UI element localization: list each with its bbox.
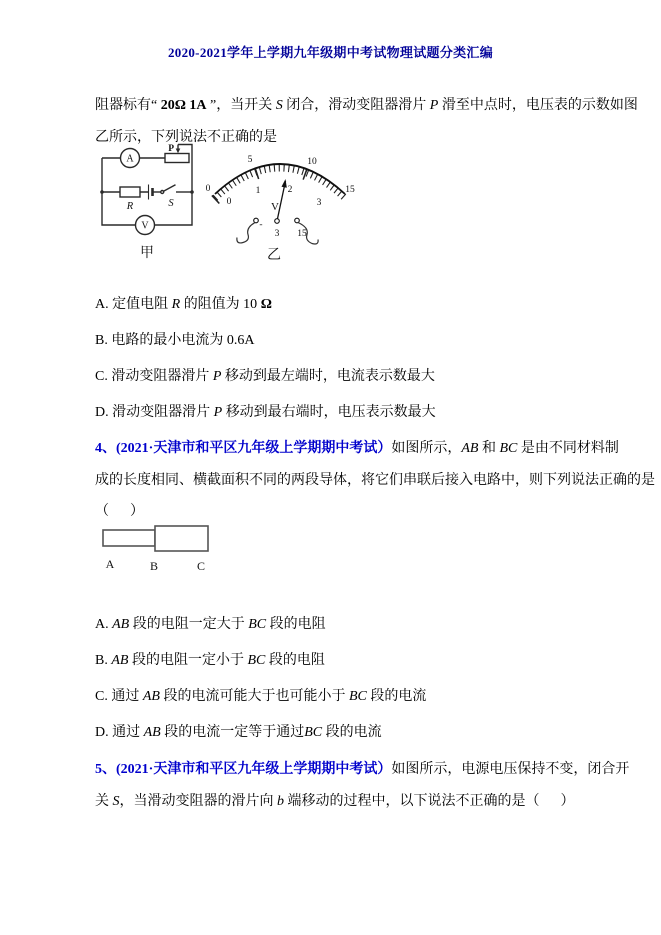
q5-intro-line-1: 5、(2021·天津市和平区九年级上学期期中考试）如图所示，电源电压保持不变，闭合开 [95,762,630,777]
meter-arc [215,164,345,194]
conductor-figure [100,518,230,581]
switch-contact-dot [161,191,164,194]
meter-major-ticks [215,170,345,200]
meter-minor-ticks [215,168,345,198]
outer-tick-0: 0 [205,184,211,194]
terminal-15-label: 15 [297,229,307,239]
meter-unit-label: V [271,201,279,213]
outer-tick-10: 10 [307,157,317,167]
terminal-3-label: 3 [274,229,280,239]
q3-option-a: A. 定值电阻 R 的阻值为 10 Ω [95,297,272,312]
resistor-label: R [126,201,134,212]
q3-option-d: D. 滑动变阻器滑片 P 移动到最右端时，电压表示数最大 [95,405,436,420]
inner-tick-3: 3 [316,198,322,208]
q4-option-d: D. 通过 AB 段的电流一定等于通过BC 段的电流 [95,725,382,740]
outer-tick-15: 15 [345,185,355,195]
terminal-minus-post [254,218,259,223]
voltmeter-label: V [141,220,149,232]
meter-needle-arrowhead [282,179,287,188]
rheostat-icon [165,154,189,163]
conductor-label-a: A [105,557,115,571]
q4-intro-line-3: （ ） [95,504,144,519]
q5-intro-line-2: 关 S，当滑动变阻器的滑片向 b 端移动的过程中，以下说法不正确的是（ ） [95,794,575,809]
inner-tick-2: 2 [287,185,293,195]
circuit-figure [92,140,217,267]
lead-wire-left-icon [237,223,255,243]
conductor-ab-bar [103,530,155,546]
ammeter-label: A [126,153,134,165]
slider-arrow-icon [176,149,181,154]
conductor-label-b: B [149,559,159,573]
q3-intro-line-2: 乙所示，下列说法不正确的是 [95,130,277,145]
meter-pivot-terminal [275,219,280,224]
meter-figure [200,146,365,269]
resistor-icon [120,187,140,197]
terminal-15-post [295,218,300,223]
outer-tick-5: 5 [247,155,253,165]
inner-tick-0: 0 [226,197,232,207]
switch-label: S [168,198,174,209]
meter-caption: 乙 [267,248,281,263]
q4-option-c: C. 通过 AB 段的电流可能大于也可能小于 BC 段的电流 [95,689,427,704]
junction-dot-left [100,190,104,194]
conductor-diagram-icon [100,518,230,576]
q4-option-a: A. AB 段的电阻一定大于 BC 段的电阻 [95,617,326,632]
q4-option-b: B. AB 段的电阻一定小于 BC 段的电阻 [95,653,325,668]
switch-blade-icon [164,185,176,192]
q4-intro-line-1: 4、(2021·天津市和平区九年级上学期期中考试）如图所示，AB 和 BC 是由不同材料制 [95,441,619,456]
conductor-bc-bar [155,526,208,551]
circuit-caption: 甲 [140,246,154,261]
q4-intro-line-2: 成的长度相同、横截面积不同的两段导体，将它们串联后接入电路中，则下列说法正确的是 [95,473,655,488]
conductor-label-c: C [196,559,206,573]
q3-intro-line-1: 阻器标有“ 20Ω 1A ”，当开关 S 闭合，滑动变阻器滑片 P 滑至中点时，电压表的示数如图 [95,98,638,113]
terminal-minus-label: - [259,220,263,230]
q3-option-c: C. 滑动变阻器滑片 P 移动到最左端时，电流表示数最大 [95,369,435,384]
junction-dot-right [190,190,194,194]
slider-label: P [168,144,174,154]
circuit-diagram-icon [92,140,217,262]
q3-option-b: B. 电路的最小电流为 0.6A [95,333,255,348]
voltmeter-dial-icon [200,146,365,264]
inner-tick-1: 1 [255,186,261,196]
page-title: 2020-2021学年上学期九年级期中考试物理试题分类汇编 [167,45,494,60]
